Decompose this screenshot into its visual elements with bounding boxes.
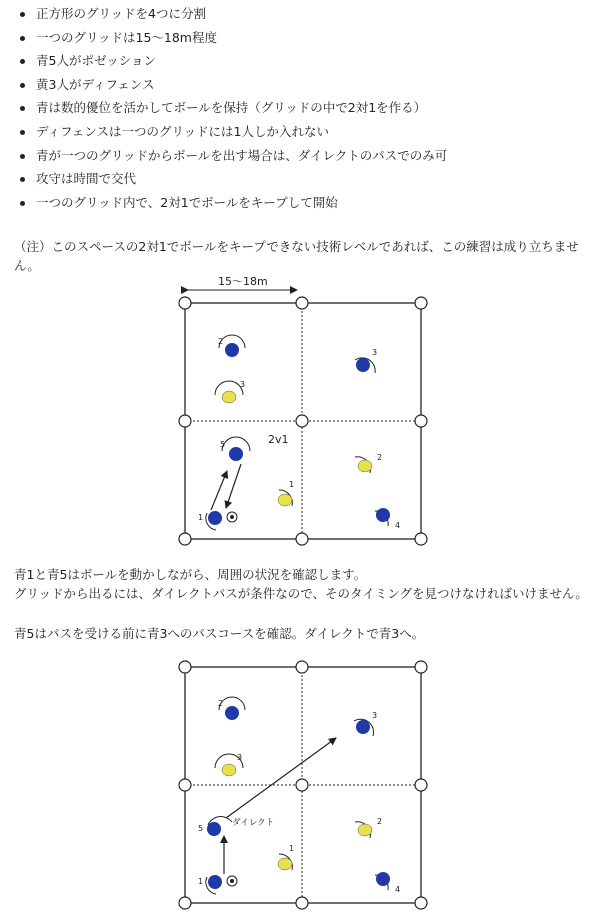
dimension-label: 15～18m [218,275,268,288]
rule-item: 青が一つのグリッドからボールを出す場合は、ダイレクトのパスでのみ可 [14,148,594,172]
paragraph-2: 青5はパスを受ける前に青3へのパスコースを確認。ダイレクトで青3へ。 [14,626,425,641]
svg-text:3: 3 [372,348,378,357]
svg-text:1: 1 [198,513,204,522]
rule-item: 一つのグリッド内で、2対1でボールをキープして開始 [14,195,594,219]
yellow-player [355,817,382,838]
svg-text:4: 4 [395,521,401,530]
svg-text:3: 3 [240,380,246,389]
cone [415,897,427,909]
blue-player [354,711,377,736]
svg-text:1: 1 [289,844,295,853]
cone [179,533,191,545]
pass-label: ダイレクト [232,818,275,828]
blue-player [218,697,245,720]
svg-text:3: 3 [372,711,378,720]
yellow-player [278,480,294,506]
cone [415,779,427,791]
svg-text:3: 3 [237,753,243,762]
ball-icon [227,876,237,886]
rules-list [14,6,594,218]
rule-item: 正方形のグリッドを4つに分割 [14,6,594,30]
cone [415,533,427,545]
zone-label: 2v1 [268,433,289,446]
yellow-player [215,380,245,403]
cone [179,779,191,791]
cone [415,415,427,427]
paragraph-1 [14,565,589,603]
grid-diagram-2 [0,652,600,919]
cone [296,415,308,427]
blue-player [355,348,377,373]
svg-text:2: 2 [218,699,224,708]
paragraph-1-line-1: 青1と青5はボールを動かしながら、周囲の状況を確認します。 [14,567,367,582]
cone [296,297,308,309]
rule-item: ディフェンスは一つのグリッドには1人しか入れない [14,124,594,148]
rule-item: 黄3人がディフェンス [14,77,594,101]
yellow-player [278,844,294,870]
blue-player [220,437,250,461]
cone [179,297,191,309]
blue-player [375,872,400,894]
cone [296,661,308,673]
cone [179,415,191,427]
rule-item: 青5人がポゼッション [14,53,594,77]
yellow-player [215,753,243,776]
blue-player [375,508,400,530]
blue-player [198,875,222,894]
rule-item: 青は数的優位を活かしてボールを保持（グリッドの中で2対1を作る） [14,100,594,124]
cone [296,779,308,791]
cone [415,297,427,309]
svg-text:4: 4 [395,885,401,894]
svg-text:5: 5 [220,440,226,449]
cone [296,897,308,909]
grid-diagram-1 [0,268,600,558]
svg-text:1: 1 [289,480,295,489]
paragraph-1-line-2: グリッドから出るには、ダイレクトパスが条件なので、そのタイミングを見つけなければいけません。 [14,586,588,601]
blue-player [198,816,232,836]
rule-item: 攻守は時間で交代 [14,171,594,195]
svg-text:1: 1 [198,877,204,886]
svg-text:2: 2 [377,817,383,826]
pass-arrows [211,464,241,510]
note-text: （注）このスペースの2対1でボールをキープできない技術レベルであれば、この練習は成り立ちません。 [14,239,579,273]
rule-item: 一つのグリッドは15〜18m程度 [14,30,594,54]
svg-text:2: 2 [218,337,224,346]
svg-text:2: 2 [377,453,383,462]
cone [179,661,191,673]
cone [296,533,308,545]
yellow-player [355,453,382,473]
svg-text:5: 5 [198,824,204,833]
cone [179,897,191,909]
blue-player [218,335,245,357]
ball-icon [227,512,237,522]
blue-player [198,511,222,530]
cone [415,661,427,673]
